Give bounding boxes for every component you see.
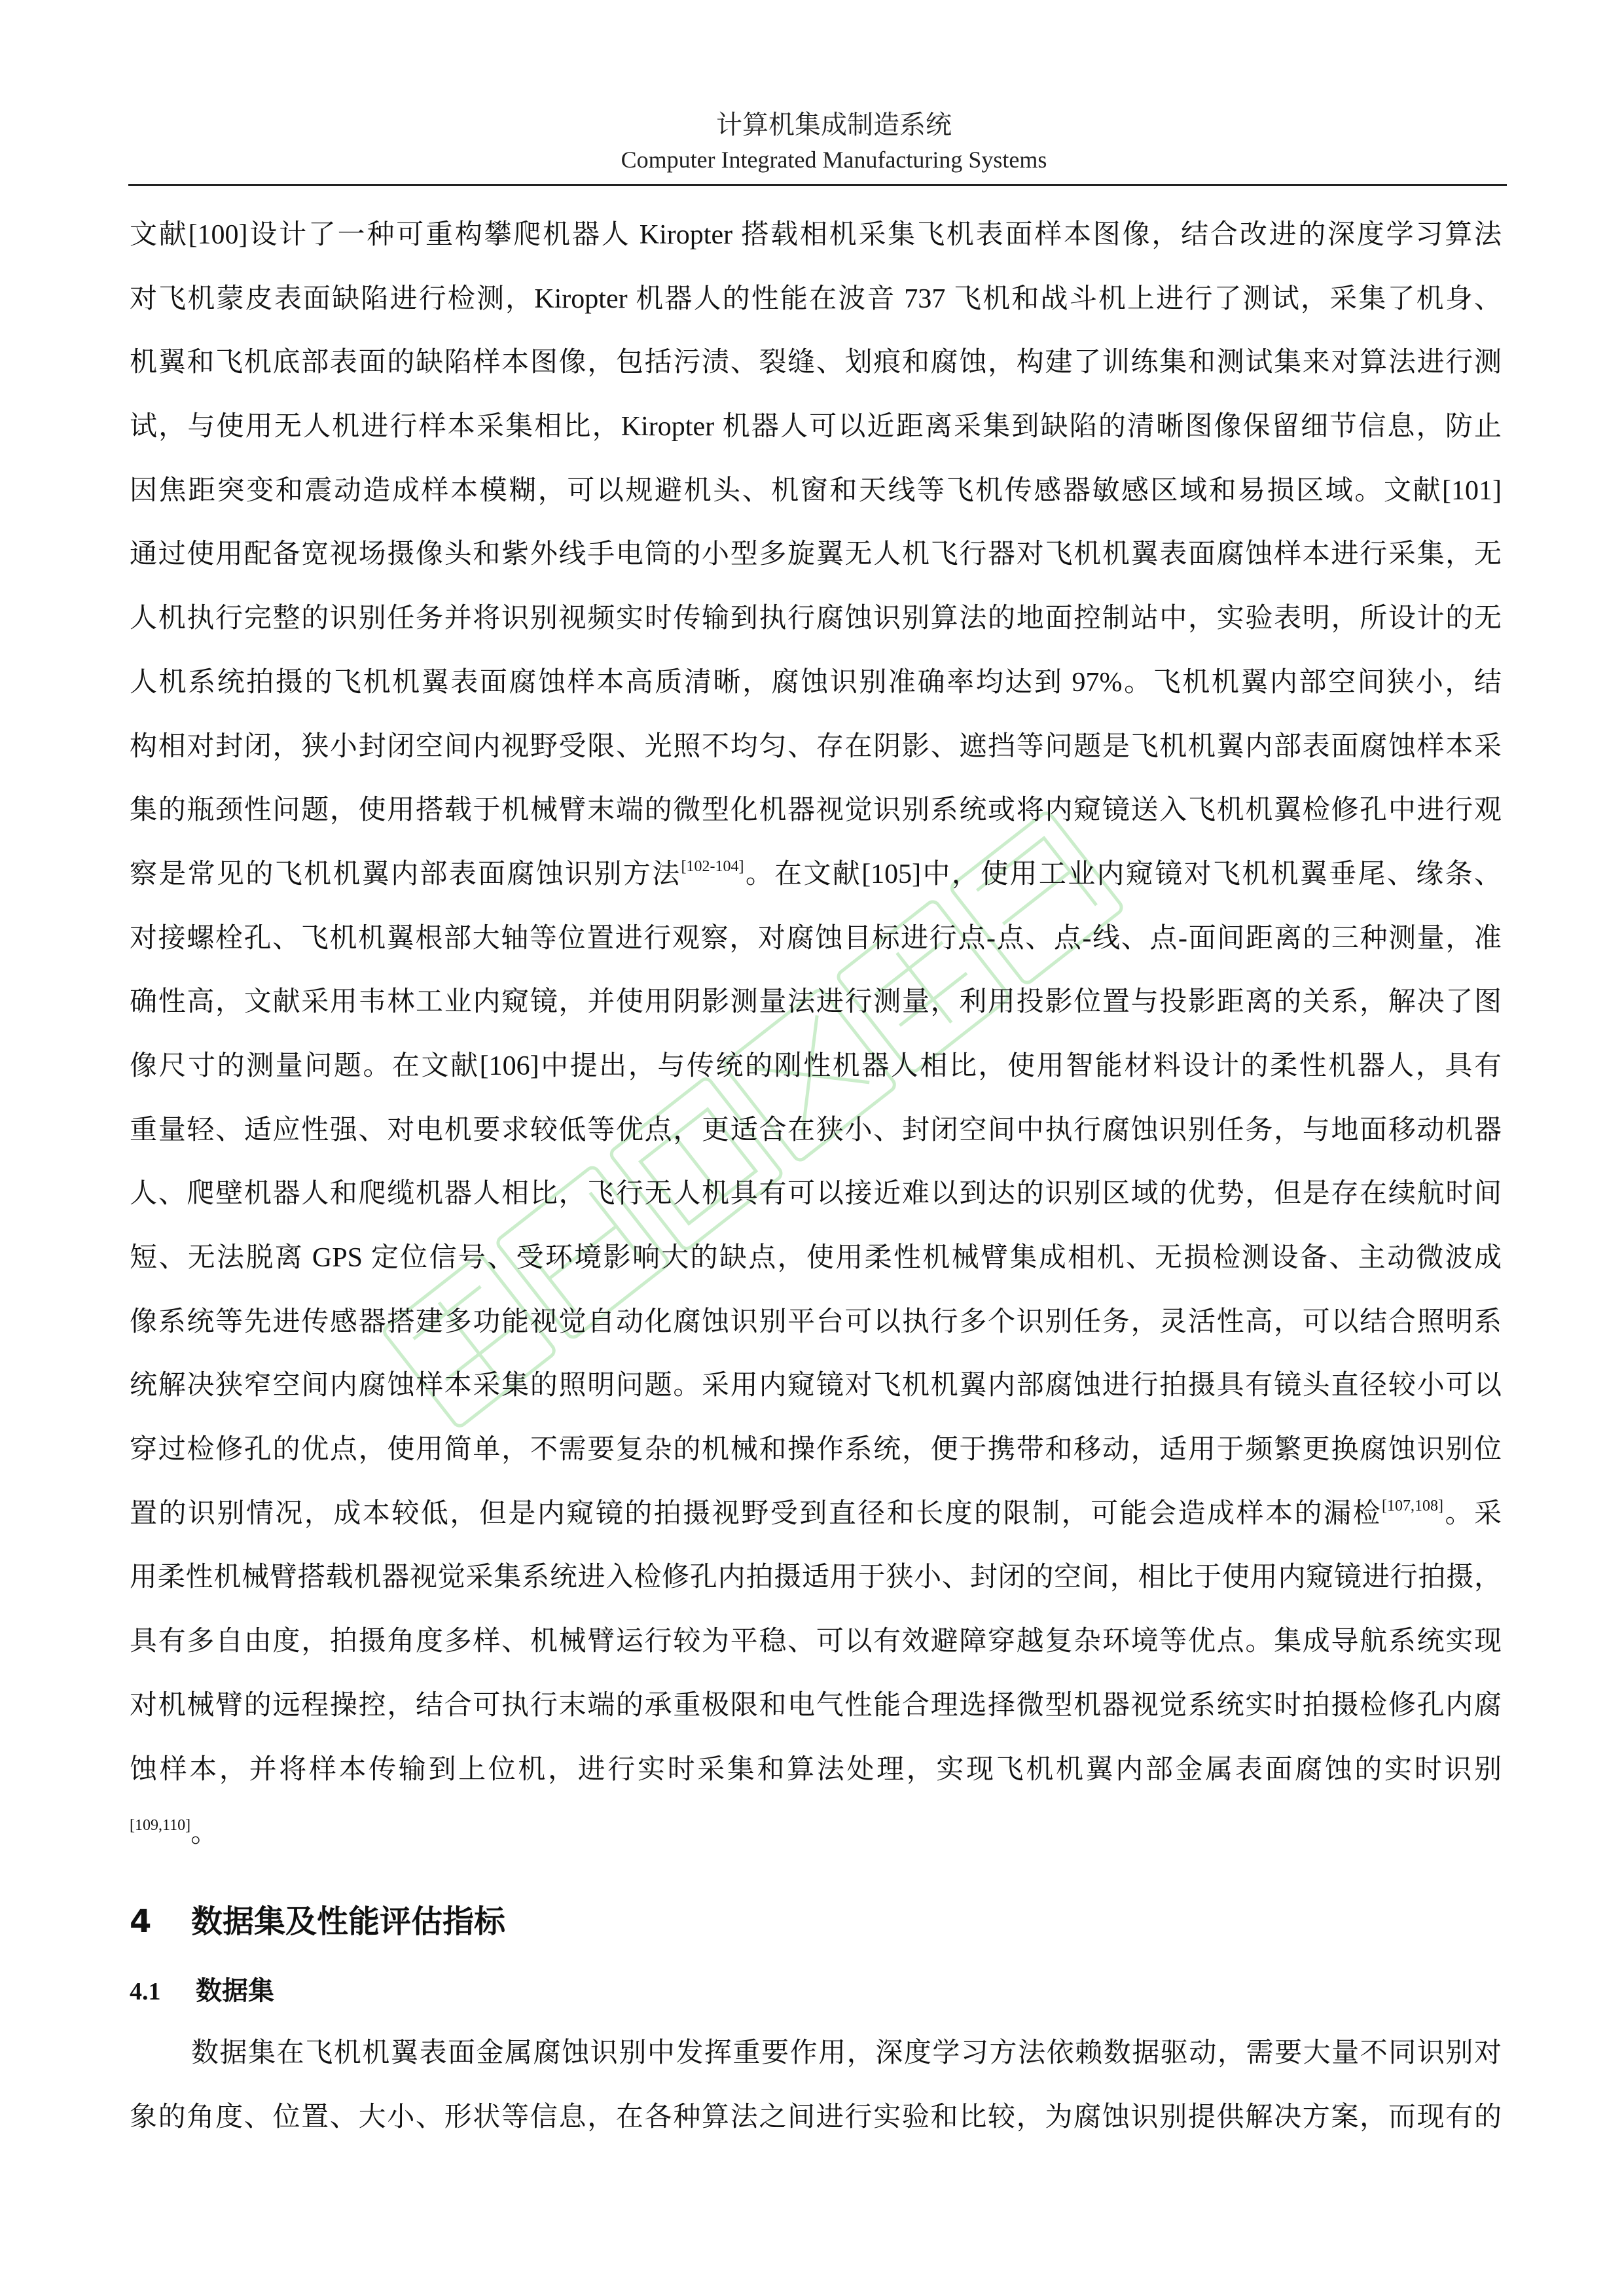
body-line: 确性高，文献采用韦林工业内窥镜，并使用阴影测量法进行测量，利用投影位置与投影距离的关系，解决了图 xyxy=(130,987,1502,1018)
body-line: 像尺寸的测量问题。在文献[106]中提出，与传统的刚性机器人相比，使用智能材料设计的柔性机器人，具有 xyxy=(130,1050,1502,1081)
citation: [107,108] xyxy=(1382,1497,1443,1515)
body-line: 机翼和飞机底部表面的缺陷样本图像，包括污渍、裂缝、划痕和腐蚀，构建了训练集和测试集来对算法进行测 xyxy=(130,348,1502,378)
body-line: 蚀样本，并将样本传输到上位机，进行实时采集和算法处理，实现飞机机翼内部金属表面腐蚀的实时识别 xyxy=(130,1754,1502,1785)
line-text: 。 xyxy=(190,1818,219,1849)
section-title: 数据集及性能评估指标 xyxy=(191,1903,506,1940)
paragraph-line: 象的角度、位置、大小、形状等信息，在各种算法之间进行实验和比较，为腐蚀识别提供解决方案，而现有的 xyxy=(130,2102,1502,2132)
body-line xyxy=(130,843,1502,907)
section-heading xyxy=(130,1901,505,1942)
body-line: 对飞机蒙皮表面缺陷进行检测，Kiropter 机器人的性能在波音 737 飞机和战斗机上进行了测试，采集了机身、 xyxy=(130,283,1502,314)
line-text: 置的识别情况，成本较低，但是内窥镜的拍摄视野受到直径和长度的限制，可能会造成样本的漏检 xyxy=(130,1498,1382,1529)
body-line: 因焦距突变和震动造成样本模糊，可以规避机头、机窗和天线等飞机传感器敏感区域和易损区域。文献[101] xyxy=(130,475,1502,506)
citation: [102-104] xyxy=(681,857,744,875)
body-line: 通过使用配备宽视场摄像头和紫外线手电筒的小型多旋翼无人机飞行器对飞机机翼表面腐蚀样本进行采集，无 xyxy=(130,539,1502,570)
body-text xyxy=(130,204,1502,1866)
body-line: 构相对封闭，狭小封闭空间内视野受限、光照不均匀、存在阴影、遮挡等问题是飞机机翼内部表面腐蚀样本采 xyxy=(130,731,1502,762)
body-line: 统解决狭窄空间内腐蚀样本采集的照明问题。采用内窥镜对飞机机翼内部腐蚀进行拍摄具有镜头直径较小可以 xyxy=(130,1371,1502,1401)
body-line xyxy=(130,1482,1502,1547)
line-text: 。在文献[105]中，使用工业内窥镜对飞机机翼垂尾、缘条、 xyxy=(744,859,1502,889)
citation: [109,110] xyxy=(130,1817,191,1835)
body-line: 集的瓶颈性问题，使用搭载于机械臂末端的微型化机器视觉识别系统或将内窥镜送入飞机机翼检修孔中进行观 xyxy=(130,795,1502,826)
body-line: 人机系统拍摄的飞机机翼表面腐蚀样本高质清晰，腐蚀识别准确率均达到 97%。飞机机翼内部空间狭小，结 xyxy=(130,667,1502,698)
body-line: 人机执行完整的识别任务并将识别视频实时传输到执行腐蚀识别算法的地面控制站中，实验表明，所设计的无 xyxy=(130,603,1502,634)
subsection-title: 数据集 xyxy=(196,1976,274,2006)
body-line: 试，与使用无人机进行样本采集相比，Kiropter 机器人可以近距离采集到缺陷的清晰图像保留细节信息，防止 xyxy=(130,412,1502,442)
line-text: 察是常见的飞机机翼内部表面腐蚀识别方法 xyxy=(130,859,681,889)
body-line: 对机械臂的远程操控，结合可执行末端的承重极限和电气性能合理选择微型机器视觉系统实时拍摄检修孔内腐 xyxy=(130,1690,1502,1721)
line-text: 。采 xyxy=(1443,1498,1502,1529)
body-line: 文献[100]设计了一种可重构攀爬机器人 Kiropter 搭载相机采集飞机表面样本图像，结合改进的深度学习算法 xyxy=(130,220,1502,250)
header-rule xyxy=(128,184,1507,186)
body-line: 像系统等先进传感器搭建多功能视觉自动化腐蚀识别平台可以执行多个识别任务，灵活性高，可以结合照明系 xyxy=(130,1306,1502,1337)
journal-title-en: Computer Integrated Manufacturing Systems xyxy=(621,147,1047,173)
journal-title-cn: 计算机集成制造系统 xyxy=(716,110,952,140)
section-number: 4 xyxy=(130,1903,152,1940)
subsection-number: 4.1 xyxy=(130,1978,161,2005)
body-line xyxy=(130,1802,1502,1866)
body-line: 穿过检修孔的优点，使用简单，不需要复杂的机械和操作系统，便于携带和移动，适用于频繁更换腐蚀识别位 xyxy=(130,1435,1502,1465)
subsection-heading xyxy=(130,1974,274,2008)
body-line: 具有多自由度，拍摄角度多样、机械臂运行较为平稳、可以有效避障穿越复杂环境等优点。集成导航系统实现 xyxy=(130,1626,1502,1657)
paragraph-line: 数据集在飞机机翼表面金属腐蚀识别中发挥重要作用，深度学习方法依赖数据驱动，需要大量不同识别对 xyxy=(191,2038,1502,2068)
body-line: 人、爬壁机器人和爬缆机器人相比，飞行无人机具有可以接近难以到达的识别区域的优势，但是存在续航时间 xyxy=(130,1179,1502,1210)
paragraph xyxy=(130,2022,1502,2149)
body-line: 对接螺栓孔、飞机机翼根部大轴等位置进行观察，对腐蚀目标进行点-点、点-线、点-面间距离的三种测量，准 xyxy=(130,923,1502,954)
body-line: 重量轻、适应性强、对电机要求较低等优点，更适合在狭小、封闭空间中执行腐蚀识别任务，与地面移动机器 xyxy=(130,1115,1502,1145)
body-line: 短、无法脱离 GPS 定位信号、受环境影响大的缺点，使用柔性机械臂集成相机、无损检测设备、主动微波成 xyxy=(130,1243,1502,1273)
body-line: 用柔性机械臂搭载机器视觉采集系统进入检修孔内拍摄适用于狭小、封闭的空间，相比于使用内窥镜进行拍摄， xyxy=(130,1562,1502,1593)
